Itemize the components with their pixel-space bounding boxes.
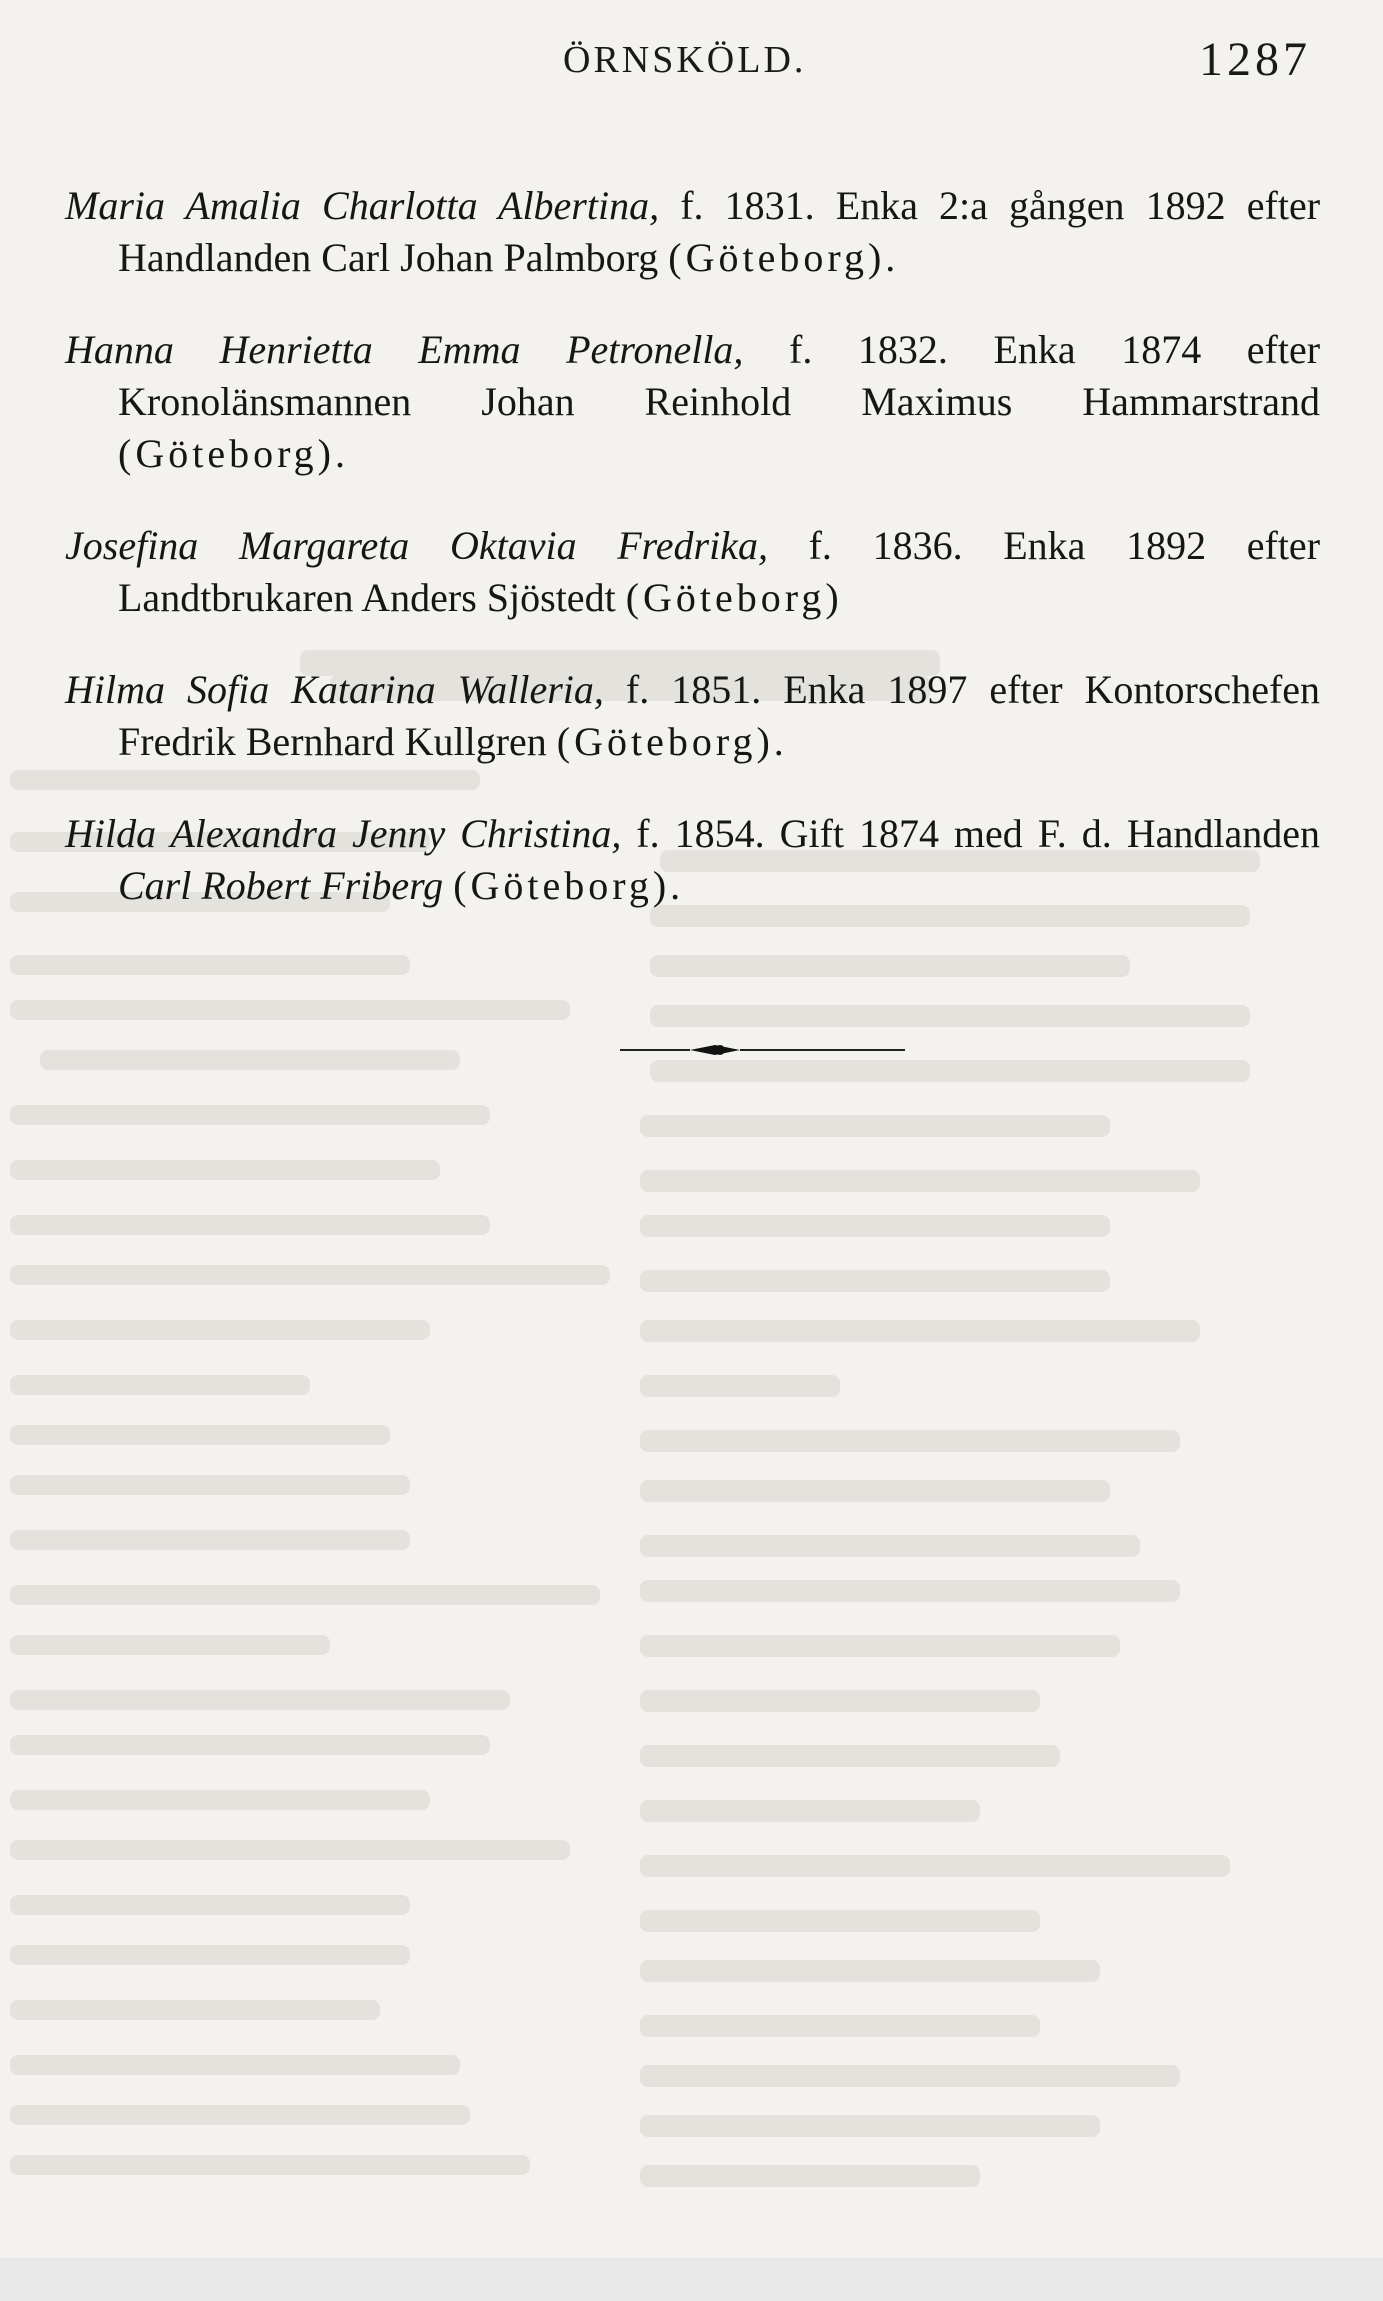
- entry-name: Hanna Henrietta Emma Petronella,: [65, 327, 744, 372]
- divider-ornament-icon: [620, 1040, 905, 1060]
- entry-maria: [65, 180, 1320, 284]
- entry-hanna: [65, 324, 1320, 480]
- entry-spouse: Carl Robert Friberg: [118, 863, 444, 908]
- entry-place: (Göteborg).: [118, 431, 349, 476]
- entry-name: Hilda Alexandra Jenny Christina,: [65, 811, 622, 856]
- entry-born: f. 1832.: [789, 327, 948, 372]
- page-number: 1287: [1199, 33, 1311, 86]
- running-head: [0, 28, 1383, 88]
- entry-name: Hilma Sofia Katarina Walleria,: [65, 667, 604, 712]
- entry-born: f. 1851.: [625, 667, 762, 712]
- entry-born: f. 1836.: [808, 523, 963, 568]
- entry-place: (Göteborg).: [453, 863, 685, 908]
- entry-place: (Göteborg).: [668, 235, 900, 280]
- scan-margin: [0, 2258, 1383, 2301]
- entry-name: Maria Amalia Charlotta Albertina,: [65, 183, 660, 228]
- entry-text: Enka 1874 efter Kronolänsmannen Johan Reinhold Maximus Hammarstrand: [118, 327, 1321, 424]
- entry-list: [65, 140, 1320, 916]
- running-head-title: ÖRNSKÖLD.: [563, 39, 807, 81]
- entry-hilda: [65, 808, 1320, 912]
- entry-place: (Göteborg).: [556, 719, 788, 764]
- entry-text: Enka 2:a gången 1892 efter Handlanden Carl Johan Palmborg: [118, 183, 1321, 280]
- entry-place: (Göteborg): [625, 575, 843, 620]
- entry-born: f. 1854.: [636, 811, 765, 856]
- entry-text: Enka 1892 efter Landtbrukaren Anders Sjöstedt: [118, 523, 1321, 620]
- entry-josefina: [65, 520, 1320, 624]
- entry-text: Enka 1897 efter Kontorschefen Fredrik Bernhard Kullgren: [118, 667, 1321, 764]
- entry-born: f. 1831.: [680, 183, 815, 228]
- entry-name: Josefina Margareta Oktavia Fredrika,: [65, 523, 768, 568]
- entry-text: Gift 1874 med F. d. Handlanden: [779, 811, 1320, 856]
- entry-hilma: [65, 664, 1320, 768]
